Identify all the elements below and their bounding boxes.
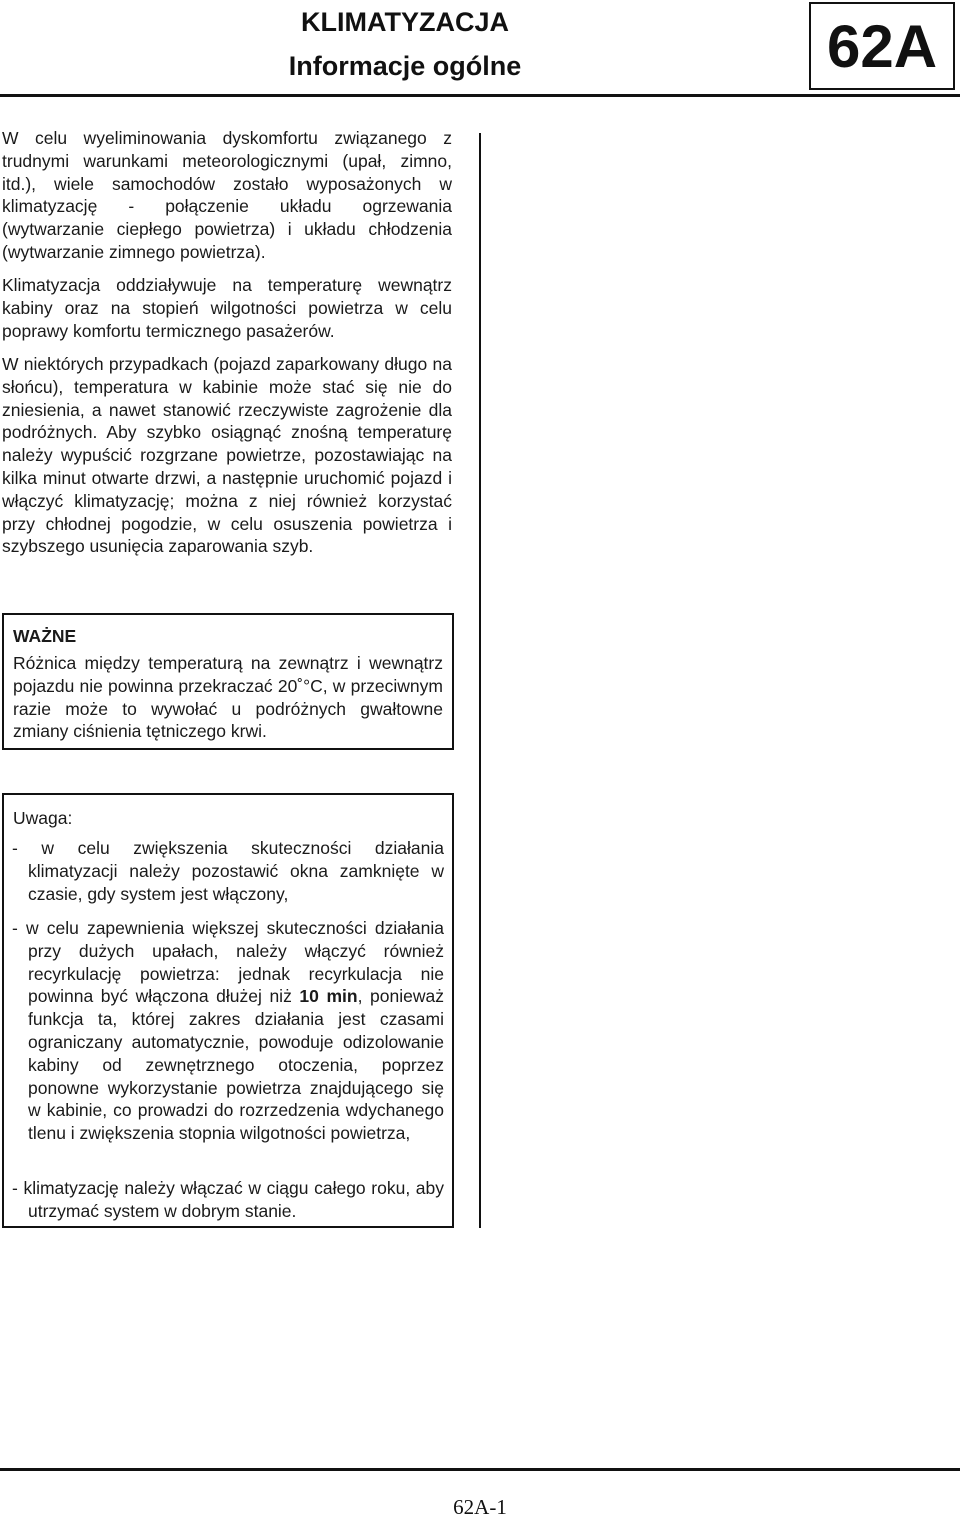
note-item-recirculation xyxy=(12,917,444,1145)
note-item-year-round: - klimatyzację należy włączać w ciągu całego roku, aby utrzymać system w dobrym stanie. xyxy=(12,1178,444,1221)
column-divider xyxy=(479,133,481,1228)
intro-paragraph: W celu wyeliminowania dyskomfortu związanego z trudnymi warunkami meteorologicznymi (upał, zimno, itd.), wiele samochodów zostało wyposażonych w klimatyzację - połączenie układu ogrzewania (wytwarzanie ciepłego powietrza) i układu chłodzenia (wytwarzanie zimnego powietrza). xyxy=(2,128,452,262)
page-number: 62A-1 xyxy=(453,1495,507,1519)
recirculation-time-limit: 10 min xyxy=(299,986,358,1007)
page-subtitle: Informacje ogólne xyxy=(288,51,522,81)
footer-divider xyxy=(0,1468,960,1471)
note-item-windows: - w celu zwiększenia skuteczności działania klimatyzacji należy pozostawić okna zamknięte w czasie, gdy system jest włączony, xyxy=(12,838,444,904)
note-item-recirculation-text-end: , ponieważ funkcja ta, której zakres działania jest czasami ograniczany automatycznie, powoduje odizolowanie kabiny od zewnętrznego otoczenia, poprzez ponowne wykorzystanie powietrza znajdującego się w kabinie, co prowadzi do rozrzedzenia wdychanego tlenu i zwiększenia stopnia wilgotności powietrza, xyxy=(28,986,444,1144)
note-box xyxy=(2,793,454,1228)
header-divider xyxy=(0,94,960,97)
climate-effect-paragraph: Klimatyzacja oddziaływuje na temperaturę wewnątrz kabiny oraz na stopień wilgotności powietrza w celu poprawy komfortu termicznego pasażerów. xyxy=(2,275,452,341)
important-heading: WAŻNE xyxy=(13,626,77,646)
hot-cabin-paragraph: W niektórych przypadkach (pojazd zaparkowany długo na słońcu), temperatura w kabinie może stać się nie do zniesienia, a nawet stanowić rzeczywiste zagrożenie dla podróżnych. Aby szybko osiągnąć znośną temperaturę należy wypuścić rozgrzane powietrze, pozostawiając na kilka minut otwarte drzwi, a następnie uruchomić pojazd i włączyć klimatyzację; można z niej również korzystać przy chłodnej pogodzie, w celu osuszenia powietrza i szybszego usunięcia zaparowania szyb. xyxy=(2,354,452,557)
important-notice-box xyxy=(2,613,454,750)
note-heading: Uwaga: xyxy=(13,808,73,828)
page-title: KLIMATYZACJA xyxy=(301,7,509,37)
section-code-badge: 62A xyxy=(809,2,955,90)
note-item-recirculation-text: - w celu zapewnienia większej skuteczności działania przy dużych upałach, należy włączyć również recyrkulację powietrza: jednak recyrkulacja nie powinna być włączona dłużej niż xyxy=(12,918,444,1007)
important-text: Różnica między temperaturą na zewnątrz i wewnątrz pojazdu nie powinna przekraczać 20˚°C, w przeciwnym razie może to wywołać u podróżnych gwałtowne zmiany ciśnienia tętniczego krwi. xyxy=(13,653,443,742)
